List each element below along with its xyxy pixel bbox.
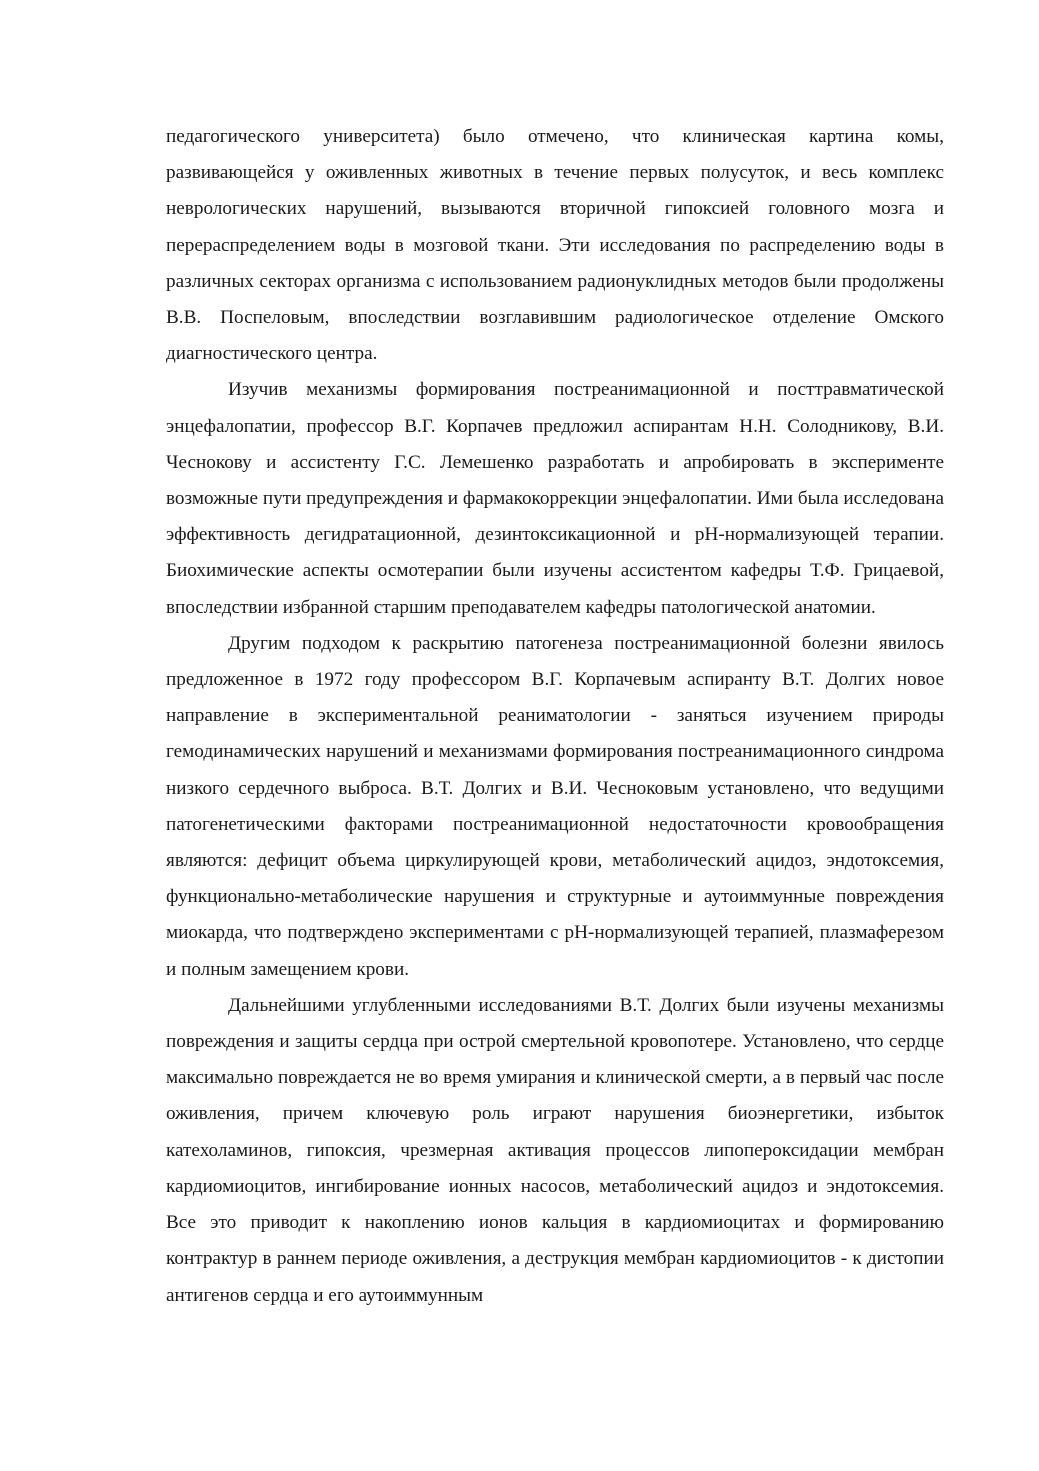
paragraph-encephalopathy-research: Изучив механизмы формирования постреанимационной и посттравматической энцефалопатии, профессор В.Г. Корпачев предложил аспирантам Н.Н. Солодникову, В.И. Чеснокову и ассистенту Г.С. Лемешенко разработать и апробировать в эксперименте возможные пути предупреждения и фармакокоррекции энцефалопатии. Ими была исследована эффективность дегидратационной, дезинтоксикационной и pH-нормализующей терапии. Биохимические аспекты осмотерапии были изучены ассистентом кафедры Т.Ф. Грицаевой, впоследствии избранной старшим преподавателем кафедры патологической анатомии.: [166, 379, 944, 618]
paragraph-heart-damage-research: Дальнейшими углубленными исследованиями В.Т. Долгих были изучены механизмы повреждения и защиты сердца при острой смертельной кровопотере. Установлено, что сердце максимально повреждается не во время умирания и клинической смерти, а в первый час после оживления, причем ключевую роль играют нарушения биоэнергетики, избыток катехоламинов, гипоксия, чрезмерная активация процессов липопероксидации мембран кардиомиоцитов, ингибирование ионных насосов, метаболический ацидоз и эндотоксемия. Все это приводит к накоплению ионов кальция в кардиомиоцитах и формированию контрактур в раннем периоде оживления, а деструкция мембран кардиомиоцитов - к дистопии антигенов сердца и его аутоиммунным: [166, 994, 944, 1306]
paragraph-continuation: педагогического университета) было отмечено, что клиническая картина комы, развивающейся у оживленных животных в течение первых полусуток, и весь комплекс неврологических нарушений, вызываются вторичной гипоксией головного мозга и перераспределением воды в мозговой ткани. Эти исследования по распределению воды в различных секторах организма с использованием радионуклидных методов были продолжены В.В. Поспеловым, впоследствии возглавившим радиологическое отделение Омского диагностического центра.: [166, 126, 944, 365]
document-page: [166, 119, 944, 1314]
paragraph-hemodynamics-research: Другим подходом к раскрытию патогенеза постреанимационной болезни явилось предложенное в 1972 году профессором В.Г. Корпачевым аспиранту В.Т. Долгих новое направление в экспериментальной реаниматологии - заняться изучением природы гемодинамических нарушений и механизмами формирования постреанимационного синдрома низкого сердечного выброса. В.Т. Долгих и В.И. Чесноковым установлено, что ведущими патогенетическими факторами постреанимационной недостаточности кровообращения являются: дефицит объема циркулирующей крови, метаболический ацидоз, эндотоксемия, функционально-метаболические нарушения и структурные и аутоиммунные повреждения миокарда, что подтверждено экспериментами с pH-нормализующей терапией, плазмаферезом и полным замещением крови.: [166, 632, 944, 980]
